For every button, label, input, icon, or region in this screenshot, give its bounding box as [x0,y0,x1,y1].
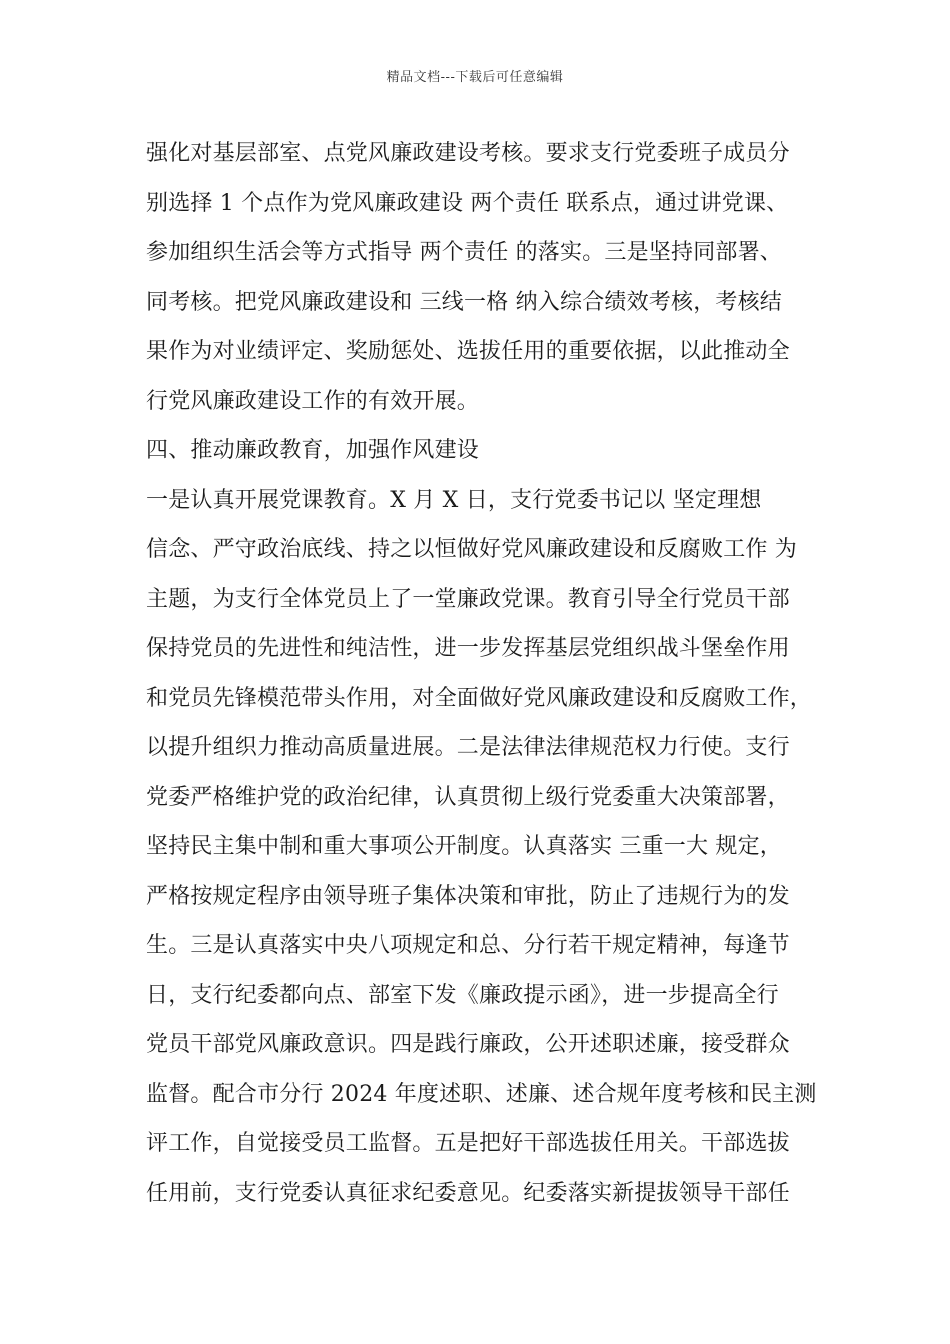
text-line: 以提升组织力推动高质量进展。二是法律法律规范权力行使。支行 [146,735,790,760]
text-line: 任用前，支行党委认真征求纪委意见。纪委落实新提拔领导干部任 [146,1181,790,1206]
text-line: 生。三是认真落实中央八项规定和总、分行若干规定精神，每逢节 [146,933,790,958]
text-line: 严格按规定程序由领导班子集体决策和审批，防止了违规行为的发 [146,884,790,909]
text-line: 监督。配合市分行 2024 年度述职、述廉、述合规年度考核和民主测 [146,1082,817,1107]
text-line: 党委严格维护党的政治纪律，认真贯彻上级行党委重大决策部署， [146,785,790,810]
text-line: 同考核。把党风廉政建设和 三线一格 纳入综合绩效考核，考核结 [146,290,782,315]
text-line: 信念、严守政治底线、持之以恒做好党风廉政建设和反腐败工作 为 [146,537,797,562]
text-line: 主题，为支行全体党员上了一堂廉政党课。教育引导全行党员干部 [146,587,790,612]
text-line: 参加组织生活会等方式指导 两个责任 的落实。三是坚持同部署、 [146,240,782,265]
text-line: 行党风廉政建设工作的有效开展。 [146,389,480,414]
text-line: 日，支行纪委都向点、部室下发《廉政提示函》，进一步提高全行 [146,983,779,1008]
text-line: 评工作，自觉接受员工监督。五是把好干部选拔任用关。干部选拔 [146,1131,790,1156]
page-header: 精品文档---下载后可任意编辑 [386,70,564,85]
text-line: 果作为对业绩评定、奖励惩处、选拔任用的重要依据，以此推动全 [146,339,790,364]
text-line: 别选择 1 个点作为党风廉政建设 两个责任 联系点，通过讲党课、 [146,191,789,216]
section-heading: 四、推动廉政教育，加强作风建设 [146,438,480,463]
text-line: 强化对基层部室、点党风廉政建设考核。要求支行党委班子成员分 [146,141,790,166]
text-line: 党员干部党风廉政意识。四是践行廉政，公开述职述廉，接受群众 [146,1032,790,1057]
text-line: 一是认真开展党课教育。X 月 X 日，支行党委书记以 坚定理想 [146,488,762,513]
text-line: 坚持民主集中制和重大事项公开制度。认真落实 三重一大 规定， [146,834,782,859]
text-line: 保持党员的先进性和纯洁性，进一步发挥基层党组织战斗堡垒作用 [146,636,790,661]
text-line: 和党员先锋模范带头作用，对全面做好党风廉政建设和反腐败工作， [146,686,813,711]
